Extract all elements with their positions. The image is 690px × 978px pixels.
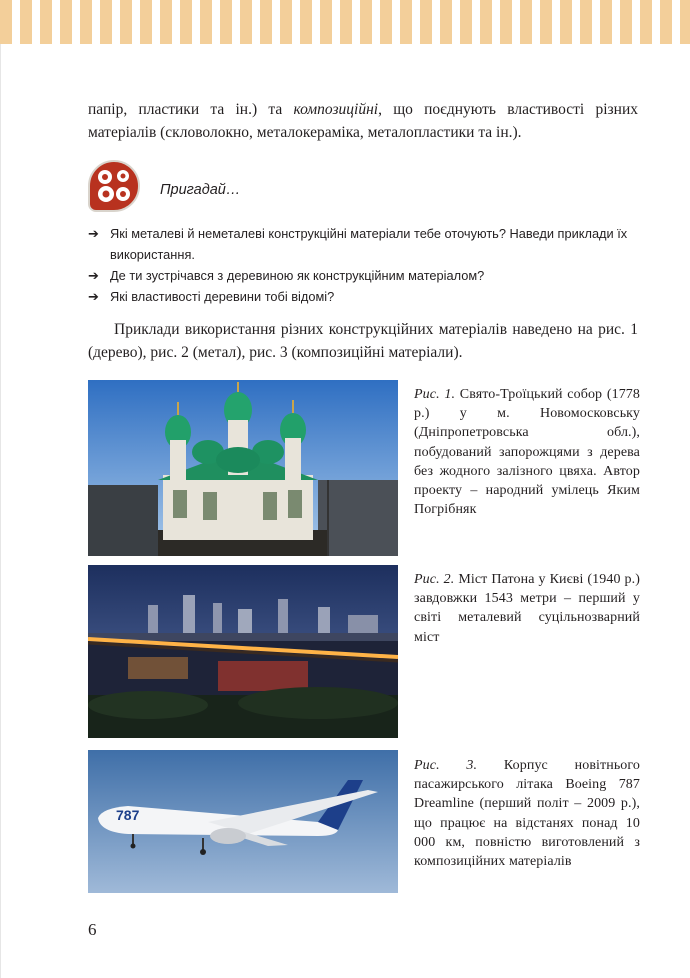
question-item: ➔ Де ти зустрічався з деревиною як конструкційним матеріалом? (88, 265, 648, 286)
livery-text: 787 (116, 807, 140, 823)
hands-pictogram-svg (90, 162, 138, 210)
arrow-right-icon: ➔ (88, 226, 99, 241)
question-list (88, 223, 648, 307)
question-item: ➔ Які властивості деревини тобі відомі? (88, 286, 648, 307)
hands-pictogram-icon (88, 160, 140, 212)
figure-caption: Рис. 1. Свято-Троїцький собор (1778 р.) у м. Новомосковську (Дніпропетровська обл.), побудований запорожцями з дерева без жодного залізного цвяха. Автор проекту – народний умілець Яким Погрібняк (414, 387, 641, 518)
figure-caption: Рис. 3. Корпус новітнього пасажирського літака Boeing 787 Dreamline (перший політ – 2009 р.), що працює на відстанях понад 10 000 км, повністю виготовлений з композиційних матеріалів (414, 758, 641, 870)
decorative-top-stripes (0, 0, 690, 44)
intro-paragraph: папір, пластики та ін.) та композиційні, що поєднують властивості різних матеріалів (скловолокно, металокераміка, металопластики та ін.). (88, 101, 638, 141)
remember-title: Пригадай… (160, 182, 241, 198)
question-item: ➔ Які металеві й неметалеві конструкційні матеріали тебе оточують? Наведи приклади їх використання. (88, 223, 648, 265)
arrow-right-icon: ➔ (88, 268, 99, 283)
figure-caption: Рис. 2. Міст Патона у Києві (1940 р.) завдовжки 1543 метри – перший у світі металевий суцільнозварний міст (414, 572, 641, 645)
emphasis-text: композиційні (293, 101, 379, 118)
page-number: 6 (88, 920, 97, 939)
airplane-photo (88, 750, 398, 893)
examples-paragraph: Приклади використання різних конструкційних матеріалів наведено на рис. 1 (дерево), рис. 2 (метал), рис. 3 (композиційні матеріали). (88, 321, 638, 361)
arrow-right-icon: ➔ (88, 289, 99, 304)
cathedral-photo (88, 380, 398, 556)
bridge-photo (88, 565, 398, 738)
